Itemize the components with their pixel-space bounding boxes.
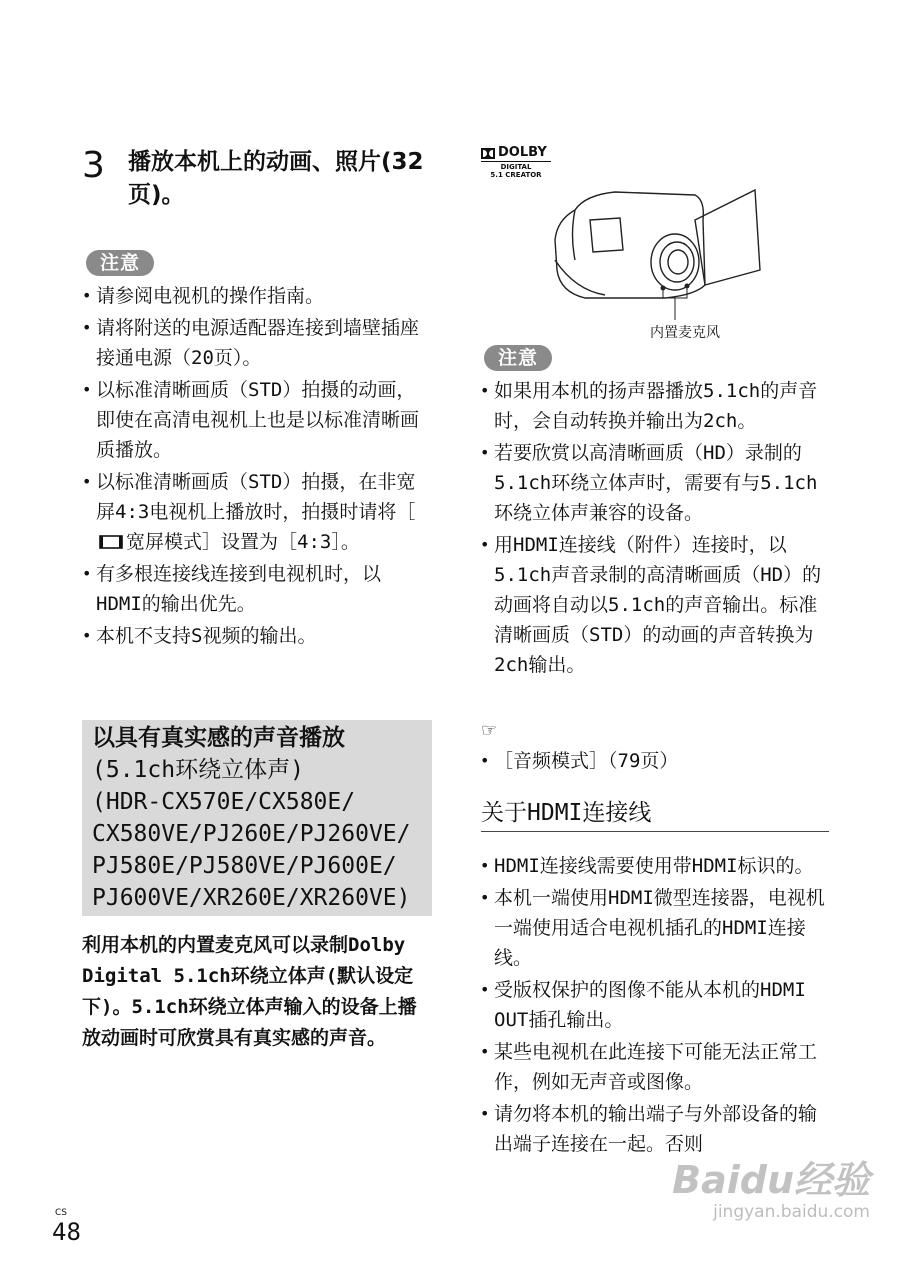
list-item: • 请参阅电视机的操作指南。 bbox=[82, 281, 422, 311]
step-number: 3 bbox=[82, 145, 105, 186]
dolby-double-d-icon bbox=[481, 148, 495, 159]
watermark-logo: Baidu经验 bbox=[672, 1158, 870, 1202]
notice-label: 注意 bbox=[484, 345, 552, 371]
list-item: • 以标准清晰画质（STD）拍摄的动画，即使在高清电视机上也是以标准清晰画质播放。 bbox=[82, 375, 422, 465]
list-item: • 本机一端使用HDMI微型连接器，电视机一端使用适合电视机插孔的HDMI连接线。 bbox=[480, 883, 825, 973]
hdmi-list bbox=[480, 851, 825, 1161]
list-item-text: 以标准清晰画质（STD）拍摄，在非宽屏4:3电视机上播放时，拍摄时请将［ bbox=[96, 471, 416, 523]
section-heading-line: CX580VE/PJ260E/PJ260VE/ bbox=[92, 821, 411, 847]
section-heading-line: PJ580E/PJ580VE/PJ600E/ bbox=[92, 853, 397, 879]
section-heading-line: PJ600VE/XR260E/XR260VE) bbox=[92, 885, 411, 911]
page-language-code: CS bbox=[55, 1208, 67, 1218]
list-item: • 用HDMI连接线（附件）连接时，以5.1ch声音录制的高清晰画质（HD）的动画将自动以5.1ch的声音输出。标准清晰画质（STD）的动画的声音转换为2ch输出。 bbox=[480, 530, 825, 680]
dolby-brand: DOLBY bbox=[498, 145, 547, 160]
list-item: • 若要欣赏以高清晰画质（HD）录制的5.1ch环绕立体声时，需要有与5.1ch环绕立体声兼容的设备。 bbox=[480, 438, 825, 528]
section-heading-line: (HDR-CX570E/CX580E/ bbox=[92, 789, 356, 815]
dolby-line2: 5.1 CREATOR bbox=[490, 171, 542, 179]
list-item: • 有多根连接线连接到电视机时，以HDMI的输出优先。 bbox=[82, 559, 422, 619]
notice-list bbox=[480, 376, 825, 682]
list-item: • 受版权保护的图像不能从本机的HDMI OUT插孔输出。 bbox=[480, 975, 825, 1035]
dolby-logo bbox=[481, 146, 551, 179]
section-heading-line: (5.1ch环绕立体声) bbox=[92, 757, 304, 783]
section-heading-block bbox=[82, 720, 432, 916]
watermark-url: jingyan.baidu.com bbox=[713, 1202, 870, 1222]
reference-list bbox=[480, 746, 825, 778]
list-item-tail: 宽屏模式］设置为［4:3］。 bbox=[126, 531, 360, 553]
list-item: • 某些电视机在此连接下可能无法正常工作，例如无声音或图像。 bbox=[480, 1037, 825, 1097]
list-item bbox=[82, 467, 422, 557]
list-item: • 如果用本机的扬声器播放5.1ch的声音时，会自动转换并输出为2ch。 bbox=[480, 376, 825, 436]
list-item: • ［音频模式］（79页） bbox=[480, 746, 825, 776]
dolby-line1: DIGITAL bbox=[500, 163, 532, 171]
mic-label: 内置麦克风 bbox=[650, 325, 720, 341]
camcorder-illustration bbox=[545, 180, 765, 320]
hdmi-section-title: 关于HDMI连接线 bbox=[481, 797, 829, 832]
list-item: • 本机不支持S视频的输出。 bbox=[82, 621, 422, 651]
section-heading-line: 以具有真实感的声音播放 bbox=[92, 725, 345, 751]
body-paragraph: 利用本机的内置麦克风可以录制Dolby Digital 5.1ch环绕立体声(默认设定下)。5.1ch环绕立体声输入的设备上播放动画时可欣赏具有真实感的声音。 bbox=[82, 934, 417, 1049]
notice-label: 注意 bbox=[86, 250, 154, 276]
notice-list bbox=[82, 281, 422, 653]
reference-pointer-icon: ☞ bbox=[481, 720, 498, 741]
step-text: 播放本机上的动画、照片(32页)。 bbox=[128, 149, 424, 208]
page-number: 48 bbox=[52, 1218, 81, 1246]
list-item: • 请勿将本机的输出端子与外部设备的输出端子连接在一起。否则 bbox=[480, 1099, 825, 1159]
watermark bbox=[610, 1158, 870, 1222]
list-item: • HDMI连接线需要使用带HDMI标识的。 bbox=[480, 851, 825, 881]
list-item: • 请将附送的电源适配器连接到墙壁插座接通电源（20页）。 bbox=[82, 313, 422, 373]
widescreen-icon bbox=[98, 533, 124, 551]
